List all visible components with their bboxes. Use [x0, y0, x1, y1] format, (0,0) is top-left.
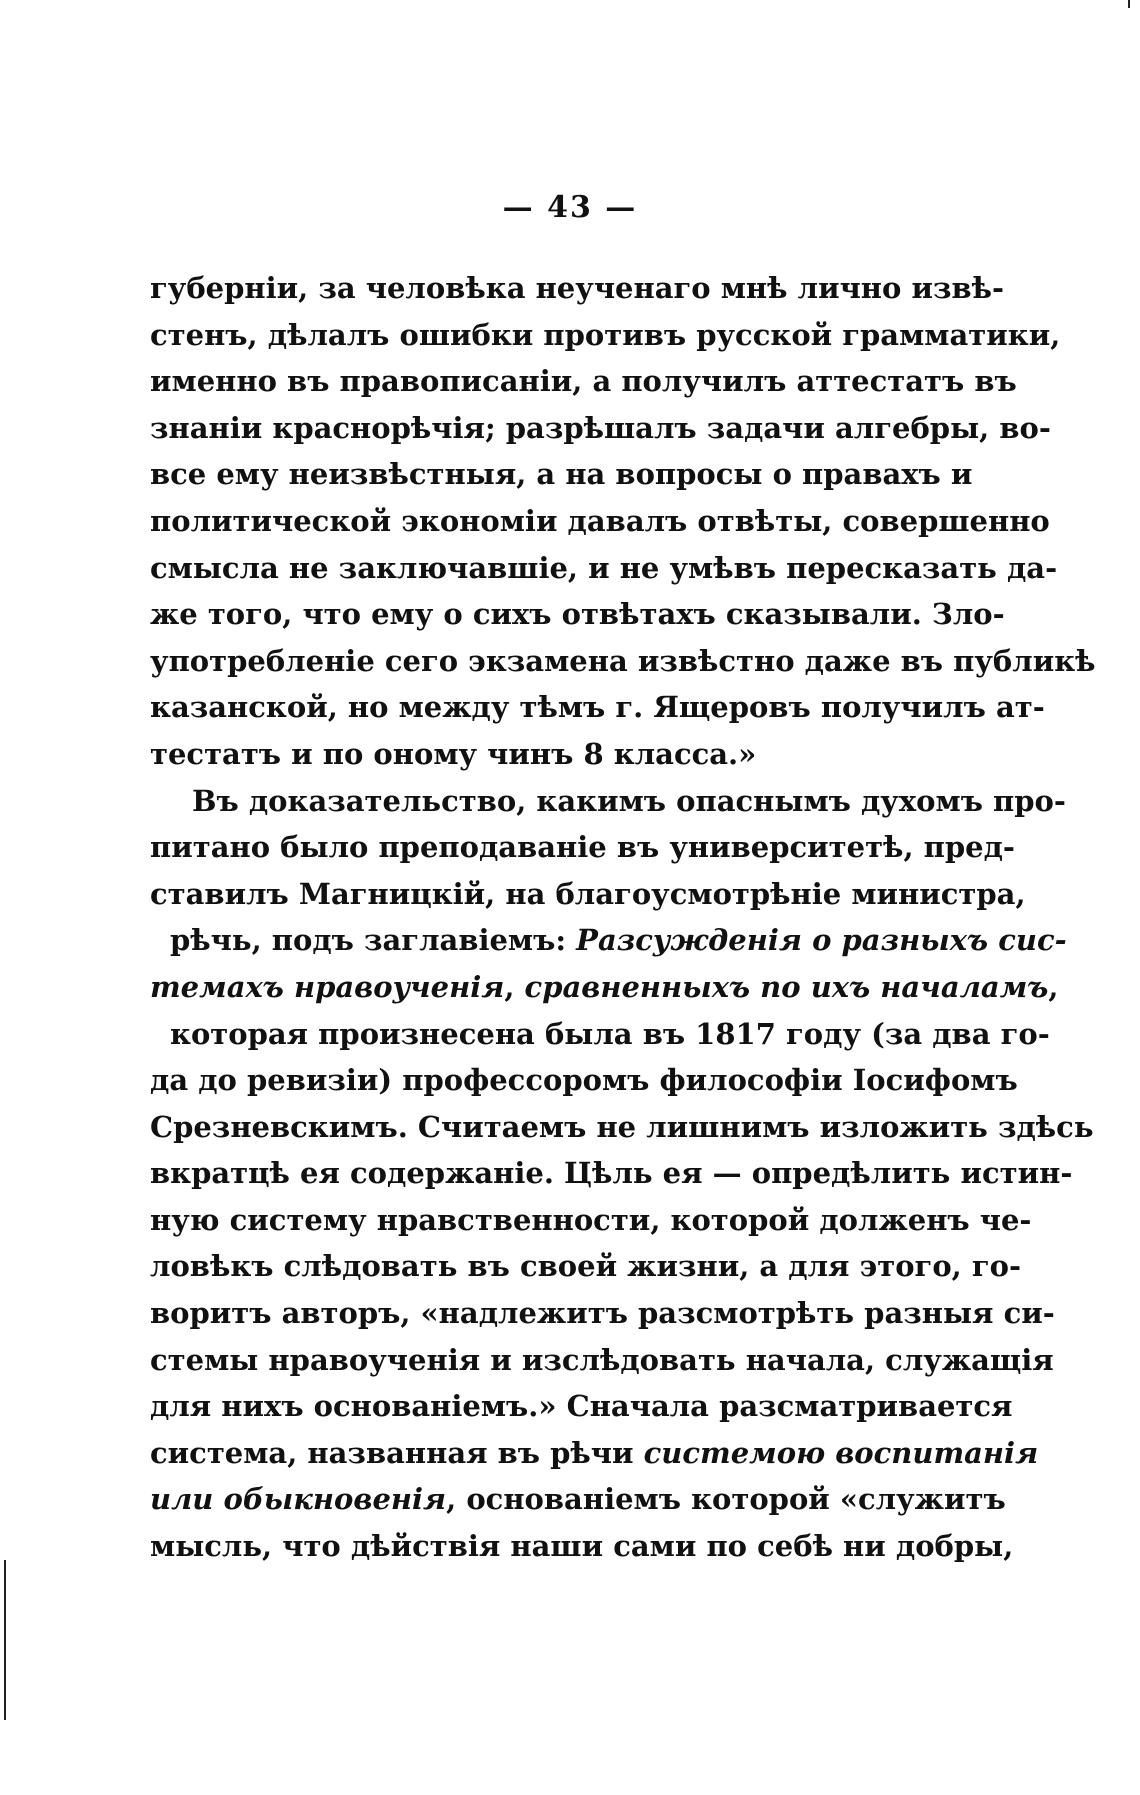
text-line: для нихъ основаніемъ.» Сначала разсматривается [150, 1389, 1013, 1424]
text-line: все ему неизвѣстныя, а на вопросы о правахъ и [150, 457, 973, 492]
paragraph-speech-summary [150, 778, 1094, 1570]
text-line: питано было преподаваніе въ университетѣ, пред- [150, 830, 1015, 865]
text-line: которая произнесена была въ 1817 году (за два го- [170, 1016, 1050, 1051]
text-line: губерніи, за человѣка неученаго мнѣ лично извѣ- [150, 271, 1005, 305]
text-line: ловѣкъ слѣдовать въ своей жизни, а для этого, го- [150, 1249, 1022, 1284]
speech-title-italic: Разсужденія о разныхъ сис- [576, 923, 1067, 958]
scan-edge-mark [1128, 0, 1130, 8]
text-line: казанской, но между тѣмъ г. Ящеровъ получилъ ат- [150, 690, 1045, 725]
text-line: употребленіе сего экзамена извѣстно даже въ публикѣ [150, 643, 1096, 678]
text-line: смысла не заключавшіе, и не умѣвъ пересказать да- [150, 550, 1058, 585]
text-run: рѣчь, подъ заглавіемъ: [170, 923, 577, 958]
text-run: , основаніемъ которой «служитъ [446, 1482, 1006, 1517]
text-line: же того, что ему о сихъ отвѣтахъ сказывали. Зло- [150, 597, 1005, 632]
text-line [150, 917, 1067, 964]
text-line: Срезневскимъ. Считаемъ не лишнимъ изложить здѣсь [150, 1109, 1094, 1144]
speech-title-italic: сравненныхъ по ихъ началамъ [524, 969, 1049, 1004]
paragraph-continued-quote [150, 265, 1096, 778]
text-line: мысль, что дѣйствія наши сами по себѣ ни добры, [150, 1529, 1014, 1564]
text-line: стемы нравоученія и изслѣдовать начала, служащія [150, 1342, 1054, 1377]
system-name-italic: или обыкновенія [150, 1482, 447, 1517]
text-line: Въ доказательство, какимъ опаснымъ духомъ про- [192, 783, 1066, 818]
text-line [150, 1430, 1039, 1477]
text-line: вкратцѣ ея содержаніе. Цѣль ея — опредѣлить истин- [150, 1156, 1073, 1191]
scan-edge-mark [4, 1560, 6, 1720]
text-line: знаніи краснорѣчія; разрѣшалъ задачи алгебры, во- [150, 410, 1051, 445]
text-line: тестатъ и по оному чинъ 8 класса.» [150, 736, 757, 771]
text-line [150, 1476, 1006, 1523]
text-line: именно въ правописаніи, а получилъ аттестатъ въ [150, 364, 1017, 399]
page-number: — 43 — [502, 190, 638, 225]
body-text [150, 265, 1096, 1570]
text-run: система, названная въ рѣчи [150, 1435, 644, 1470]
system-name-italic: системою воспитанія [643, 1435, 1039, 1470]
text-run: , [504, 969, 525, 1004]
text-line [150, 964, 1059, 1011]
speech-title-italic: темахъ нравоученія [150, 969, 505, 1004]
text-run: , [1048, 969, 1059, 1004]
text-line: воритъ авторъ, «надлежитъ разсмотрѣть разныя си- [150, 1296, 1055, 1331]
text-line: ставилъ Магницкій, на благоусмотрѣніе министра, [150, 876, 1026, 911]
text-line: да до ревизіи) профессоромъ философіи Іосифомъ [150, 1063, 1018, 1098]
text-line: ную систему нравственности, которой долженъ че- [150, 1202, 1032, 1237]
text-line: стенъ, дѣлалъ ошибки противъ русской грамматики, [150, 317, 1061, 352]
text-line: политической экономіи давалъ отвѣты, совершенно [150, 503, 1050, 538]
